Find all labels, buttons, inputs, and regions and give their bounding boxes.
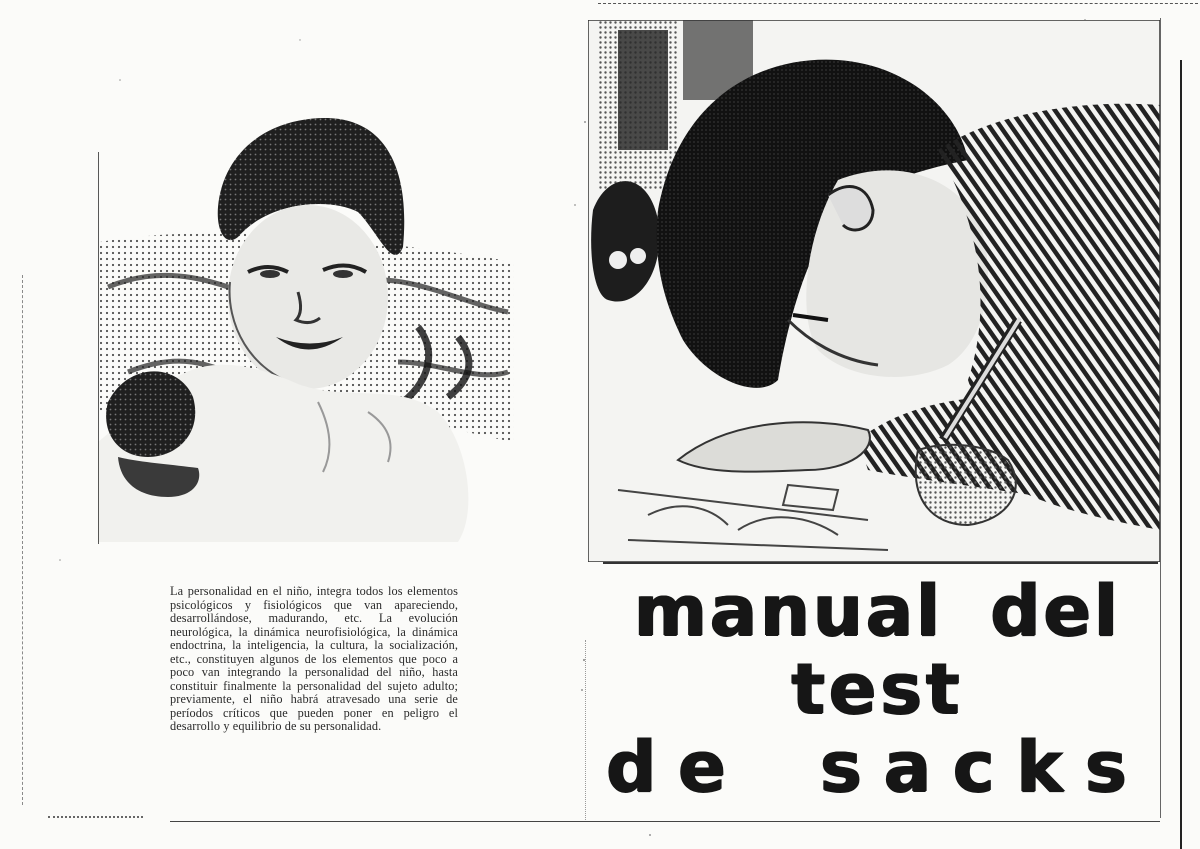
scan-edge-right bbox=[1180, 60, 1182, 849]
title-line-2: test bbox=[791, 648, 964, 730]
page-fold bbox=[585, 640, 586, 820]
boy-drawing-photo bbox=[588, 20, 1160, 562]
title-line-1: manual del bbox=[633, 570, 1122, 652]
page-edge-left bbox=[22, 275, 23, 805]
cover-title bbox=[600, 572, 1155, 806]
title-line-3: de sacks bbox=[606, 726, 1149, 808]
page-edge-right bbox=[1160, 18, 1161, 818]
page-edge-bottom bbox=[170, 821, 1160, 822]
baby-photo bbox=[98, 112, 516, 544]
page-edge-bottom-dots bbox=[48, 816, 143, 818]
title-rule bbox=[603, 562, 1158, 564]
page-edge-top bbox=[598, 3, 1198, 4]
caption-paragraph: La personalidad en el niño, integra todos los elementos psicológicos y fisiológicos que van apareciendo, desarrollándose, madurando, etc. La evolución neurológica, la dinámica neurofisiológica, la dinámica endoctrina, la inteligencia, la cultura, la socialización, etc., constituyen algunos de los elementos que poco a poco van integrando la personalidad del niño, hasta constituir finalmente la personalidad del sujeto adulto; previamente, el niño habrá atravesado una serie de períodos críticos que pueden poner en peligro el desarrollo y equilibrio de su personalidad. bbox=[170, 584, 458, 733]
